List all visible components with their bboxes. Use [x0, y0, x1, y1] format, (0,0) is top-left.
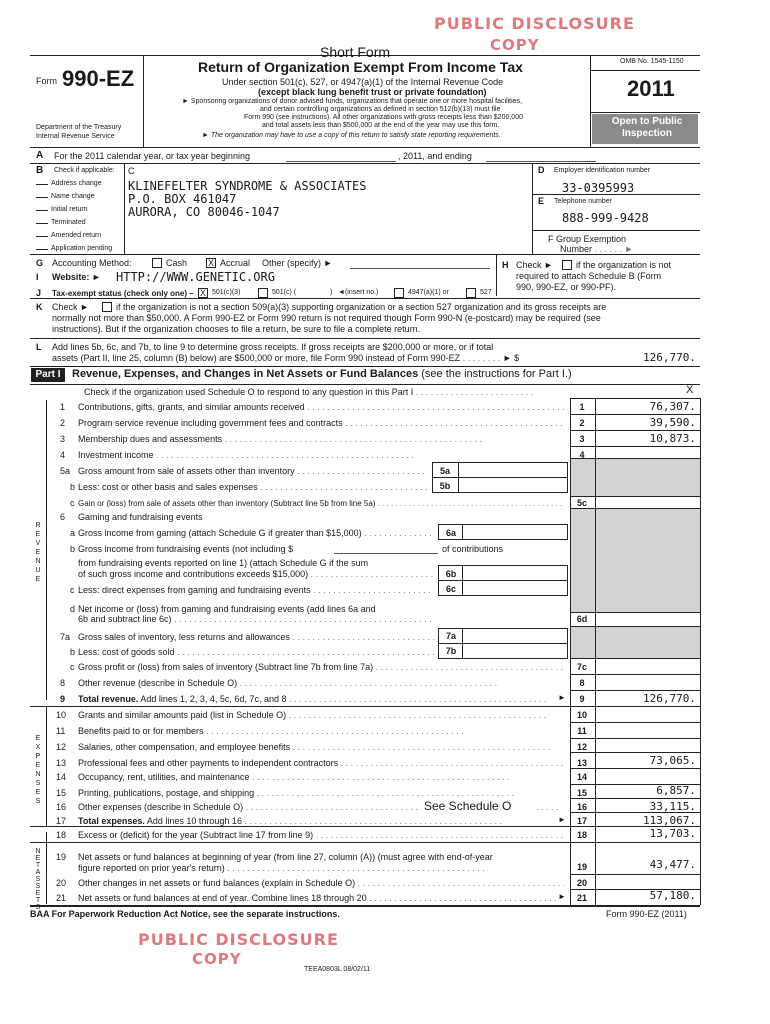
line-12-description: Salaries, other compensation, and employee benefits . . . — [78, 742, 564, 752]
arrow-right-icon: ► — [558, 815, 566, 824]
line-7a-amount-box[interactable] — [462, 628, 568, 644]
line-4-number: 4 — [60, 450, 66, 460]
arrow-left-icon: ◄ — [338, 289, 345, 296]
line-20-description: Other changes in net assets or fund balances (explain in Schedule O) . . . — [78, 878, 564, 888]
501c3-checkbox[interactable]: X — [199, 288, 206, 298]
line-9-amount[interactable]: 126,770. — [643, 692, 696, 705]
line-6-description: Gaming and fundraising events — [78, 512, 203, 522]
group-exemption-number: Number . . . . . . ► — [560, 244, 634, 254]
line-7a-description: Gross sales of inventory, less returns and allowances . . . — [78, 632, 434, 642]
form-footer-label: Form 990-EZ (2011) — [606, 909, 687, 919]
department-line1: Department of the Treasury — [36, 124, 122, 131]
row-j-label: J — [36, 288, 42, 298]
line-6b-description: Gross income from fundraising events (not including $ — [78, 544, 294, 554]
line-2-amount[interactable]: 39,590. — [649, 416, 696, 429]
arrow-right-icon: ► — [202, 132, 211, 139]
line-15-amount[interactable]: 6,857. — [656, 784, 696, 797]
line-5a-box-number: 5a — [439, 466, 450, 476]
instruction-line-4: and total assets less than $500,000 at the end of the year may use this form. — [262, 122, 500, 129]
line-5c-box-number: 5c — [576, 498, 587, 508]
line-17-description: Total expenses. Add lines 10 through 16 . . . — [78, 816, 556, 826]
line-21-amount[interactable]: 57,180. — [649, 889, 696, 902]
line-16-number: 16 — [56, 802, 67, 812]
line-17-number: 17 — [56, 816, 67, 826]
row-k-text-3: instructions). But if the organization chooses to file a return, be sure to file a complete return. — [52, 324, 421, 334]
open-to-public-label: Open to Public — [611, 116, 683, 127]
form-label: Form — [36, 76, 57, 86]
row-d-label: D — [538, 165, 545, 175]
line-19-box-number: 19 — [576, 862, 587, 872]
line-20-box-number: 20 — [576, 878, 587, 888]
ein-title: Employer identification number — [554, 167, 651, 174]
line-4-box-number: 4 — [579, 450, 585, 460]
tax-year-text: For the 2011 calendar year, or tax year beginning — [54, 151, 250, 161]
line-6b-number: b — [70, 544, 76, 554]
line-13-box-number: 13 — [576, 758, 587, 768]
omb-number: OMB No. 1545-1150 — [620, 58, 684, 65]
arrow-right-icon: ► — [182, 98, 191, 105]
address-change-option[interactable]: Address change — [36, 180, 102, 187]
line-12-box-number: 12 — [576, 742, 587, 752]
501c-checkbox[interactable] — [258, 288, 268, 298]
line-5b-number: b — [70, 482, 76, 492]
row-l-text-1: Add lines 5b, 6c, and 7b, to line 9 to determine gross receipts. If gross receipts are $200,000 or more, or if total — [52, 342, 494, 352]
row-c-label: C — [128, 166, 135, 176]
public-disclosure-stamp-top: PUBLIC DISCLOSURE — [434, 14, 635, 33]
line-7c-number: c — [70, 662, 75, 672]
part-i-title: Revenue, Expenses, and Changes in Net Assets or Fund Balances (see the instructions for Part I.) — [72, 368, 572, 380]
form-subtitle-1: Under section 501(c), 527, or 4947(a)(1) of the Internal Revenue Code — [222, 77, 504, 87]
schedule-o-checkbox[interactable]: X — [686, 384, 694, 396]
line-18-box-number: 18 — [576, 830, 587, 840]
line-8-description: Other revenue (describe in Schedule O) . . . — [78, 678, 564, 688]
line-6a-amount-box[interactable] — [462, 524, 568, 540]
line-15-box-number: 15 — [576, 788, 587, 798]
line-6d-box-number: 6d — [576, 614, 588, 624]
check-if-applicable: Check if applicable: — [54, 167, 115, 174]
insert-no-label: ◄(insert no.) — [338, 289, 379, 296]
line-1-number: 1 — [60, 402, 66, 412]
row-b-label: B — [36, 165, 44, 176]
line-19-number: 19 — [56, 852, 67, 862]
arrow-right-icon: ► — [558, 892, 566, 901]
line-6c-amount-box[interactable] — [462, 580, 568, 596]
line-2-description: Program service revenue including government fees and contracts . . . — [78, 418, 564, 428]
line-1-box-number: 1 — [579, 402, 585, 412]
line-7a-number: 7a — [60, 632, 71, 642]
organization-address-1[interactable]: P.O. BOX 461047 — [128, 192, 237, 206]
line-9-box-number: 9 — [579, 694, 585, 704]
line-20-number: 20 — [56, 878, 67, 888]
line-5b-box-number: 5b — [439, 481, 451, 491]
line-16-amount[interactable]: 33,115. — [649, 800, 696, 813]
line-14-number: 14 — [56, 772, 67, 782]
line-6d-description: Net income or (loss) from gaming and fundraising events (add lines 6a and — [78, 604, 376, 614]
website-label: Website: ► — [52, 272, 101, 282]
copy-stamp-bottom: COPY — [192, 950, 242, 968]
line-9-number: 9 — [60, 694, 66, 704]
line-3-description: Membership dues and assessments . . . — [78, 434, 564, 444]
other-method-label: Other (specify) ► — [262, 258, 333, 268]
line-7c-description: Gross profit or (loss) from sales of inventory (Subtract line 7b from line 7a) . . . — [78, 662, 564, 672]
part-i-label: Part I — [31, 368, 65, 382]
tax-year: 2011 — [627, 76, 675, 101]
line-6d-number: d — [70, 604, 76, 614]
row-k-checkbox[interactable] — [102, 302, 112, 312]
line-5b-amount-box[interactable] — [458, 477, 568, 493]
line-11-description: Benefits paid to or for members . . . — [78, 726, 564, 736]
form-subtitle-2: (except black lung benefit trust or private foundation) — [258, 87, 487, 97]
schedule-o-check-text: Check if the organization used Schedule O to respond to any question in this Part I . . . . . . . . . . . . . . . . . . . . . . . . — [84, 387, 534, 397]
employer-id-number[interactable]: 33-0395993 — [562, 181, 635, 195]
form-number: 990-EZ — [62, 66, 135, 91]
line-8-number: 8 — [60, 678, 66, 688]
instruction-line-3: Form 990 (see instructions). All other organizations with gross receipts less than $200,000 — [244, 114, 523, 121]
initial-return-option[interactable]: Initial return — [36, 206, 88, 213]
schedule-b-text-3: 990, 990-EZ, or 990-PF). — [516, 282, 617, 292]
line-6a-number: a — [70, 528, 76, 538]
form-title-short: Short Form — [320, 44, 391, 60]
line-21-description: Net assets or fund balances at end of year. Combine lines 18 through 20 . . . — [78, 893, 556, 903]
website-url[interactable]: HTTP://WWW.GENETIC.ORG — [116, 270, 275, 284]
4947-checkbox[interactable] — [394, 288, 404, 298]
line-7b-box-number: 7b — [445, 646, 457, 656]
line-5a-amount-box[interactable] — [458, 462, 568, 478]
arrow-right-icon: ► — [558, 693, 566, 702]
tax-year-ending-text: , 2011, and ending — [398, 151, 472, 161]
line-18-amount[interactable]: 13,703. — [649, 827, 696, 840]
baa-notice: BAA For Paperwork Reduction Act Notice, see the separate instructions. — [30, 909, 340, 919]
line-7b-description: Less: cost of goods sold . . . — [78, 647, 434, 657]
row-k-text-1: if the organization is not a section 509(a)(3) supporting organization or a section 527 organization and its gross receipts are — [116, 302, 607, 312]
527-checkbox[interactable] — [466, 288, 476, 298]
501c-close: ) — [330, 289, 333, 296]
line-6c-box-number: 6c — [445, 584, 456, 594]
line-6a-description: Gross income from gaming (attach Schedule G if greater than $15,000) . . . — [78, 528, 434, 538]
row-h-label: H — [502, 260, 509, 270]
instruction-line-1: ► Sponsoring organizations of donor advised funds, organizations that operate one or more hospital facilities, — [182, 98, 523, 105]
line-9-description: Total revenue. Add lines 1, 2, 3, 4, 5c, 6d, 7c, and 8 . . . — [78, 694, 556, 704]
line-16-box-number: 16 — [576, 802, 587, 812]
line-7b-amount-box[interactable] — [462, 643, 568, 659]
line-6b-amount-box[interactable] — [462, 565, 568, 581]
accrual-label: Accrual — [220, 258, 251, 268]
row-f-label: F Group Exemption — [548, 234, 627, 244]
department-line2: Internal Revenue Service — [36, 133, 115, 140]
line-5b-description: Less: cost or other basis and sales expenses . . . — [78, 482, 428, 492]
amended-return-option[interactable]: Amended return — [36, 232, 101, 239]
line-14-description: Occupancy, rent, utilities, and maintenance . . . — [78, 772, 564, 782]
line-2-box-number: 2 — [579, 418, 585, 428]
line-10-box-number: 10 — [576, 710, 587, 720]
instruction-line-5: ► The organization may have to use a copy of this return to satisfy state reporting requirements. — [202, 132, 501, 139]
line-7b-number: b — [70, 647, 76, 657]
line-5c-number: c — [70, 498, 75, 508]
row-k-label: K — [36, 302, 43, 312]
line-13-description: Professional fees and other payments to independent contractors . . . — [78, 758, 564, 768]
line-12-number: 12 — [56, 742, 67, 752]
row-e-label: E — [538, 196, 545, 206]
line-13-number: 13 — [56, 758, 67, 768]
row-g-label: G — [36, 258, 44, 268]
schedule-b-checkbox[interactable] — [562, 260, 572, 270]
line-6b-box-number: 6b — [445, 569, 457, 579]
line-15-number: 15 — [56, 788, 67, 798]
net-assets-side-label: NET ASSETS — [35, 848, 41, 911]
501c-label: 501(c) ( — [272, 289, 297, 296]
line-6-number: 6 — [60, 512, 66, 522]
row-l-text-2: assets (Part II, line 25, column (B) below) are $500,000 or more, file Form 990 instead of Form 990-EZ . . . . . . . . ► $ — [52, 353, 520, 363]
instruction-line-2: and certain controlling organizations as defined in section 512(b)(13) must file — [260, 106, 501, 113]
copy-stamp-top: COPY — [490, 36, 540, 54]
row-k-check-label: Check ► — [52, 302, 89, 312]
line-21-number: 21 — [56, 893, 67, 903]
line-6a-box-number: 6a — [445, 528, 456, 538]
line-6b-contributions-text: of contributions — [442, 544, 504, 554]
accounting-method-label: Accounting Method: — [52, 258, 132, 268]
line-16-schedule-o-note: See Schedule O — [424, 799, 512, 813]
gross-receipts-amount[interactable]: 126,770. — [643, 351, 696, 364]
name-change-option[interactable]: Name change — [36, 193, 95, 200]
row-i-label: I — [36, 272, 39, 282]
line-5c-description: Gain or (loss) from sale of assets other than inventory (Subtract line 5b from line 5a) . . . — [78, 499, 564, 508]
line-18-description: Excess or (deficit) for the year (Subtract line 17 from line 9) . . . — [78, 830, 564, 840]
row-a-label: A — [36, 150, 44, 161]
line-3-box-number: 3 — [579, 434, 585, 444]
line-6b-description-3: of such gross income and contributions exceeds $15,000) . . . — [78, 569, 434, 579]
4947-label: 4947(a)(1) or — [408, 289, 449, 296]
schedule-b-check-text: Check ► — [516, 260, 553, 270]
line-8-box-number: 8 — [579, 678, 585, 688]
line-10-number: 10 — [56, 710, 67, 720]
line-6c-description: Less: direct expenses from gaming and fundraising events . . . — [78, 585, 434, 595]
line-5a-description: Gross amount from sale of assets other than inventory . . . — [78, 466, 428, 476]
line-11-number: 11 — [56, 726, 66, 736]
organization-address-2[interactable]: AURORA, CO 80046-1047 — [128, 205, 280, 219]
cash-checkbox[interactable] — [152, 258, 162, 268]
telephone-number[interactable]: 888-999-9428 — [562, 211, 649, 225]
application-pending-option[interactable]: Application pending — [36, 245, 112, 252]
line-10-description: Grants and similar amounts paid (list in Schedule O) . . . — [78, 710, 564, 720]
telephone-title: Telephone number — [554, 198, 612, 205]
terminated-option[interactable]: Terminated — [36, 219, 86, 226]
line-7c-box-number: 7c — [576, 662, 587, 672]
line-18-number: 18 — [56, 830, 67, 840]
line-3-amount[interactable]: 10,873. — [649, 432, 696, 445]
cash-label: Cash — [166, 258, 188, 268]
line-6b-description-2: from fundraising events reported on line 1) (attach Schedule G if the sum — [78, 558, 369, 568]
527-label: 527 — [480, 289, 492, 296]
row-l-label: L — [36, 342, 42, 352]
public-disclosure-stamp-bottom: PUBLIC DISCLOSURE — [138, 930, 339, 949]
line-7a-box-number: 7a — [445, 631, 456, 641]
schedule-b-text-1: if the organization is not — [576, 260, 672, 270]
accrual-checkbox[interactable]: X — [207, 258, 214, 268]
line-2-number: 2 — [60, 418, 66, 428]
form-code: TEEA0803L 08/02/11 — [304, 966, 371, 973]
line-14-box-number: 14 — [576, 772, 587, 782]
row-k-text-2: normally not more than $50,000. A Form 990-EZ or Form 990 return is not required though Form 990-N (e-postcard) may be required (see — [52, 313, 601, 323]
line-4-description: Investment income . . . — [78, 450, 564, 460]
501c3-label: 501(c)(3) — [212, 289, 241, 296]
expenses-side-label: EXPENSES — [35, 735, 41, 805]
form-title-main: Return of Organization Exempt From Income Tax — [198, 59, 523, 75]
line-19-description: Net assets or fund balances at beginning of year (from line 27, column (A)) (must agree with end-of-year — [78, 852, 493, 862]
line-15-description: Printing, publications, postage, and shipping . . . — [78, 788, 564, 798]
tax-exempt-status-label: Tax-exempt status (check only one) – — [52, 289, 194, 298]
inspection-label: Inspection — [621, 128, 672, 139]
schedule-b-text-2: required to attach Schedule B (Form — [516, 271, 662, 281]
line-6c-number: c — [70, 585, 75, 595]
revenue-side-label: REVENUE — [35, 522, 41, 583]
line-1-description: Contributions, gifts, grants, and similar amounts received . . . — [78, 402, 564, 412]
line-11-box-number: 11 — [577, 726, 587, 736]
line-3-number: 3 — [60, 434, 66, 444]
line-5a-number: 5a — [60, 466, 71, 476]
line-13-amount[interactable]: 73,065. — [649, 754, 696, 767]
line-6d-description-2: 6b and subtract line 6c) . . . — [78, 614, 564, 624]
organization-name[interactable]: KLINEFELTER SYNDROME & ASSOCIATES — [128, 179, 367, 193]
line-17-box-number: 17 — [576, 816, 587, 826]
line-17-amount[interactable]: 113,067. — [643, 814, 696, 827]
line-21-box-number: 21 — [576, 893, 587, 903]
line-1-amount[interactable]: 76,307. — [649, 400, 696, 413]
line-19-description-2: figure reported on prior year's return) . . . — [78, 863, 564, 873]
line-16-description: Other expenses (describe in Schedule O) . . . — [78, 802, 418, 812]
line-19-amount[interactable]: 43,477. — [649, 858, 696, 871]
